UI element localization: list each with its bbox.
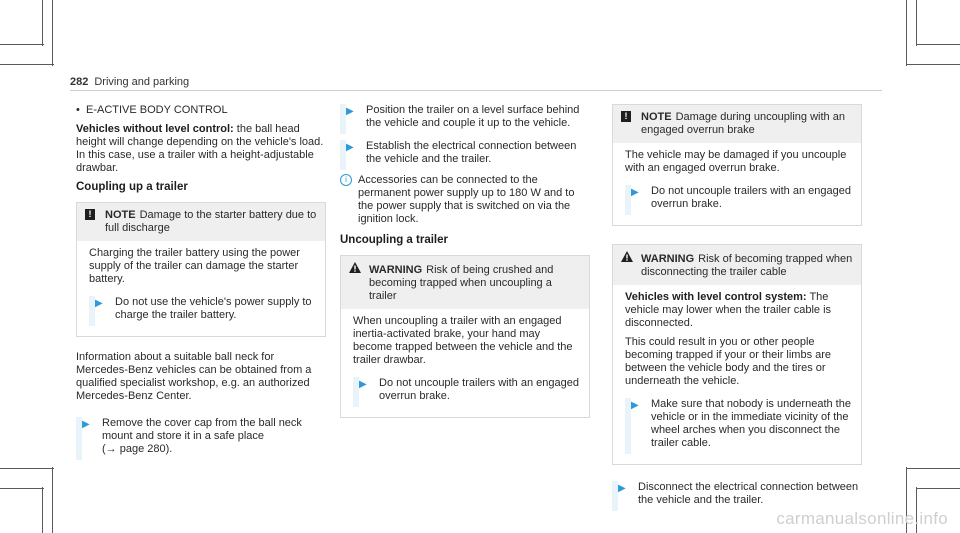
paragraph <box>76 123 326 175</box>
warning-body <box>613 285 861 464</box>
info-icon: i <box>340 174 352 186</box>
lead-text: Vehicles without level control: <box>76 123 234 135</box>
section-heading: Coupling up a trailer <box>76 181 188 193</box>
note-box <box>612 104 862 226</box>
note-title: Damage during uncoupling with an engaged overrun brake <box>641 111 845 136</box>
arrow-icon: ▶ <box>346 106 354 117</box>
signal-word: NOTE <box>105 209 136 221</box>
warning-header <box>613 245 861 285</box>
signal-word: WARNING <box>369 264 423 276</box>
instruction-step <box>340 140 590 166</box>
instruction-step <box>612 481 862 507</box>
step-text: Make sure that nobody is underneath the vehicle or in the immediate vicinity of the wheel arches when you disconnect the trailer cable. <box>651 398 851 449</box>
info-note <box>340 174 590 226</box>
warning-text: When uncoupling a trailer with an engaged inertia-activated brake, your hand may become trapped between the vehicle and the trailer drawbar. <box>353 315 573 366</box>
note-box <box>76 202 326 337</box>
crop-mark <box>52 0 53 66</box>
step-text: Do not use the vehicle's power supply to charge the trailer battery. <box>115 296 312 321</box>
exclamation-icon: ! <box>621 111 631 122</box>
warning-title: Risk of becoming trapped when disconnecting the trailer cable <box>641 253 853 278</box>
crop-mark <box>906 0 907 66</box>
step-text: Position the trailer on a level surface behind the vehicle and couple it up to the vehicle. <box>366 104 580 129</box>
crop-mark <box>52 467 53 533</box>
crop-mark <box>916 44 960 45</box>
step-text: Remove the cover cap from the ball neck mount and store it in a safe place <box>102 417 302 442</box>
instruction-step <box>89 296 317 322</box>
arrow-icon: ▶ <box>631 400 639 411</box>
lead-text: Vehicles with level control system: <box>625 291 807 303</box>
step-text: Disconnect the electrical connection between the vehicle and the trailer. <box>638 481 859 506</box>
warning-triangle-icon <box>621 251 633 266</box>
note-body <box>77 241 325 336</box>
note-header <box>77 203 325 241</box>
crop-mark <box>906 64 960 65</box>
arrow-icon: ▶ <box>82 419 90 430</box>
note-header <box>613 105 861 143</box>
warning-box <box>612 244 862 465</box>
list-item-text: E-ACTIVE BODY CONTROL <box>86 104 228 116</box>
note-text: The vehicle may be damaged if you uncouple with an engaged overrun brake. <box>625 149 847 174</box>
column-1 <box>76 104 326 464</box>
crop-mark <box>0 64 54 65</box>
signal-word: WARNING <box>641 253 695 265</box>
arrow-icon: ▶ <box>631 187 639 198</box>
body-text: the ball head height will change depending on the vehicle's load. In this case, use a trailer with a height-adjustable drawbar. <box>76 123 324 174</box>
instruction-step <box>340 104 590 130</box>
warning-text: This could result in you or other people becoming trapped if your or their limbs are between the vehicle body and the tires or underneath the vehicle. <box>625 336 832 387</box>
note-title: Damage to the starter battery due to full discharge <box>105 209 317 234</box>
arrow-icon: ▶ <box>346 142 354 153</box>
arrow-icon: ▶ <box>95 298 103 309</box>
body-text: The vehicle may lower when the trailer cable is disconnected. <box>625 291 832 329</box>
crop-mark <box>0 44 44 45</box>
bullet-icon: • <box>76 104 80 116</box>
step-text: Do not uncouple trailers with an engaged overrun brake. <box>379 377 579 402</box>
crop-mark <box>916 488 960 489</box>
section-title: Driving and parking <box>94 76 190 88</box>
paragraph: Information about a suitable ball neck for Mercedes-Benz vehicles can be obtained from a qualified specialist workshop, e.g. an authorized Mercedes-Benz Center. <box>76 351 312 402</box>
warning-text <box>625 291 853 330</box>
arrow-icon: ▶ <box>359 379 367 390</box>
note-body <box>613 143 861 225</box>
step-text: Establish the electrical connection between the vehicle and the trailer. <box>366 140 577 165</box>
crop-mark <box>42 0 43 46</box>
list-item <box>76 104 326 117</box>
column-3 <box>612 104 862 515</box>
warning-header <box>341 256 589 309</box>
header-rule <box>70 90 882 91</box>
instruction-step <box>625 398 853 450</box>
instruction-step <box>76 417 326 456</box>
page-number: 282 <box>70 76 89 88</box>
instruction-step <box>353 377 581 403</box>
crop-mark <box>0 488 44 489</box>
warning-body <box>341 309 589 417</box>
info-text: Accessories can be connected to the permanent power supply up to 180 W and to the power supply that is switched on via the ignition lock. <box>358 174 575 225</box>
warning-title: Risk of being crushed and becoming trapped when uncoupling a trailer <box>369 264 554 302</box>
note-text: Charging the trailer battery using the power supply of the trailer can damage the starter battery. <box>89 247 300 285</box>
signal-word: NOTE <box>641 111 672 123</box>
arrow-icon: ▶ <box>618 483 626 494</box>
page-reference-link[interactable]: (→ page 280). <box>102 443 173 455</box>
warning-triangle-icon <box>349 262 361 277</box>
section-heading: Uncoupling a trailer <box>340 234 448 246</box>
crop-mark <box>916 0 917 46</box>
column-2 <box>340 104 590 428</box>
warning-box <box>340 255 590 418</box>
watermark: carmanualsonline.info <box>776 509 948 528</box>
exclamation-icon: ! <box>85 209 95 220</box>
page-header <box>70 76 189 89</box>
crop-mark <box>906 468 960 469</box>
crop-mark <box>42 487 43 533</box>
instruction-step <box>625 185 853 211</box>
crop-mark <box>0 468 54 469</box>
step-text: Do not uncouple trailers with an engaged overrun brake. <box>651 185 851 210</box>
